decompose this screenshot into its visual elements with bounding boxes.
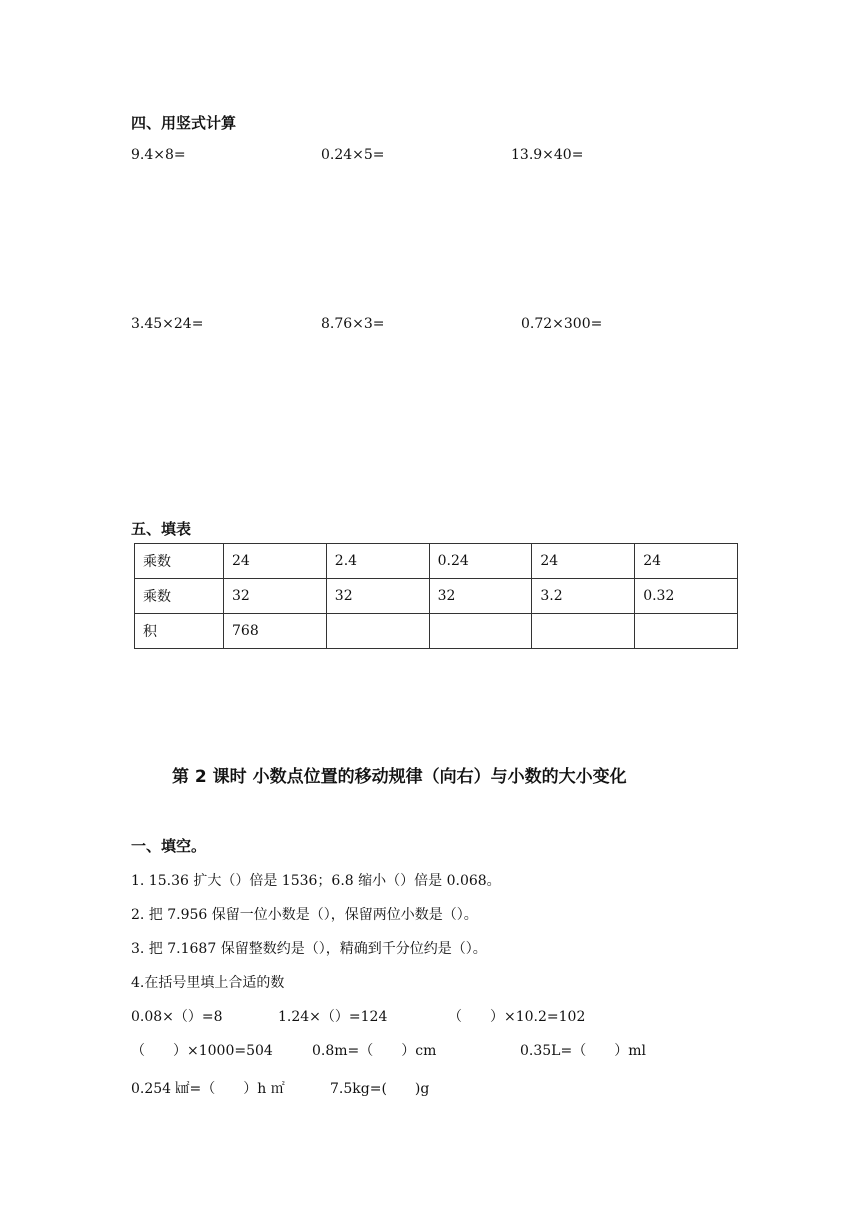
question-item: 3. 把 7.1687 保留整数约是（），精确到千分位约是（）。 bbox=[131, 941, 487, 957]
lesson-title: 第 2 课时 小数点位置的移动规律（向右）与小数的大小变化 bbox=[172, 767, 627, 787]
table-cell: 乘数 bbox=[135, 579, 224, 614]
table-row bbox=[135, 614, 738, 649]
fill-blank: （ ）×10.2=102 bbox=[448, 1009, 586, 1025]
table-cell: 24 bbox=[224, 544, 327, 579]
table-cell: 24 bbox=[635, 544, 738, 579]
section4-heading: 四、用竖式计算 bbox=[131, 114, 237, 132]
table-row bbox=[135, 544, 738, 579]
fill-blank: 0.08×（）=8 bbox=[131, 1009, 223, 1025]
table-cell: 2.4 bbox=[326, 544, 429, 579]
answer-cell[interactable] bbox=[532, 614, 635, 649]
calc-problem: 0.72×300= bbox=[521, 316, 603, 332]
table-cell: 积 bbox=[135, 614, 224, 649]
calc-problem: 8.76×3= bbox=[321, 316, 385, 332]
fill-blank: 0.254 ㎢=（ ）h ㎡ bbox=[131, 1081, 285, 1097]
fill-table bbox=[134, 543, 738, 649]
question-item: 1. 15.36 扩大（）倍是 1536；6.8 缩小（）倍是 0.068。 bbox=[131, 873, 501, 889]
question-item: 2. 把 7.956 保留一位小数是（），保留两位小数是（）。 bbox=[131, 907, 478, 923]
answer-cell[interactable] bbox=[635, 614, 738, 649]
table-cell: 768 bbox=[224, 614, 327, 649]
table-cell: 0.24 bbox=[429, 544, 532, 579]
fill-blank: 0.8m=（ ）cm bbox=[312, 1043, 437, 1059]
calc-problem: 13.9×40= bbox=[511, 147, 584, 163]
calc-problem: 0.24×5= bbox=[321, 147, 385, 163]
table-cell: 3.2 bbox=[532, 579, 635, 614]
table-cell: 32 bbox=[429, 579, 532, 614]
question-item: 4.在括号里填上合适的数 bbox=[131, 975, 285, 991]
fill-blank: 0.35L=（ ）ml bbox=[520, 1043, 646, 1059]
calc-problem: 9.4×8= bbox=[131, 147, 186, 163]
table-cell: 32 bbox=[326, 579, 429, 614]
table-cell: 乘数 bbox=[135, 544, 224, 579]
calc-problem: 3.45×24= bbox=[131, 316, 204, 332]
table-row bbox=[135, 579, 738, 614]
answer-cell[interactable] bbox=[326, 614, 429, 649]
fill-blank: 1.24×（）=124 bbox=[278, 1009, 388, 1025]
section5-heading: 五、填表 bbox=[131, 520, 192, 538]
section1-heading: 一、填空。 bbox=[131, 837, 207, 855]
fill-blank: （ ）×1000=504 bbox=[131, 1043, 273, 1059]
table-cell: 32 bbox=[224, 579, 327, 614]
table-cell: 0.32 bbox=[635, 579, 738, 614]
fill-blank: 7.5kg=( )g bbox=[330, 1081, 430, 1097]
table-cell: 24 bbox=[532, 544, 635, 579]
answer-cell[interactable] bbox=[429, 614, 532, 649]
